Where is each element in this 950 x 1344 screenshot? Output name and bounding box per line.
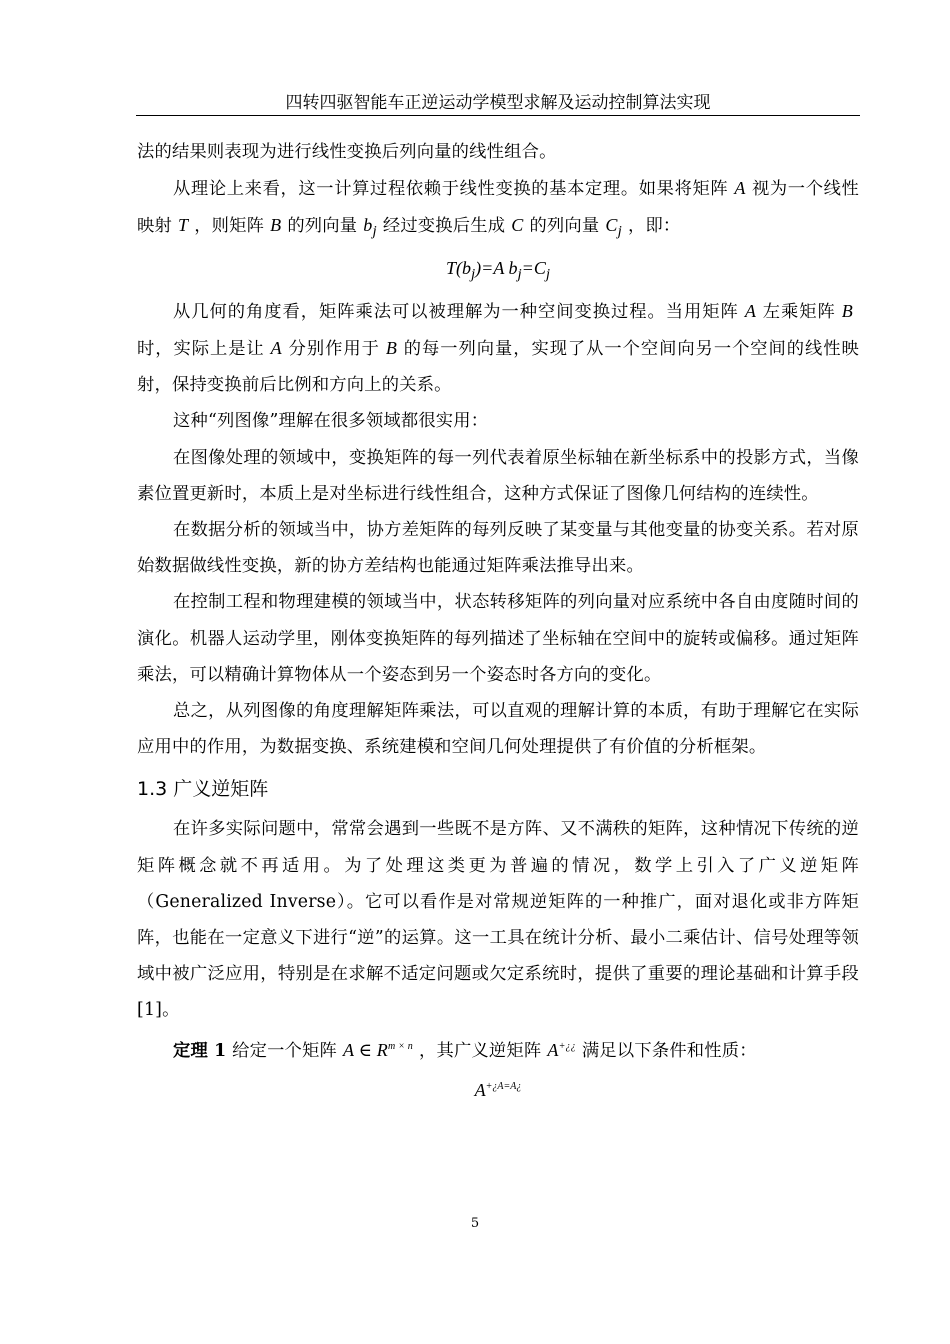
text-run: ，其广义逆矩阵	[418, 1040, 542, 1061]
text-run: ，则矩阵	[194, 216, 265, 237]
math-symbol: B	[841, 300, 853, 321]
text-run: 的每一列向量，实现了从一个空间向另一个空间的线性映射，保持变换前后比例和方向上的关系。	[137, 339, 859, 396]
text-run: ，即：	[627, 216, 681, 237]
text-run: 视为一个线性映射	[137, 179, 859, 237]
theorem-1	[137, 1029, 859, 1069]
running-header: 四转四驱智能车正逆运动学模型求解及运动控制算法实现	[285, 93, 711, 113]
equation-1: $T(b_j)=A$ $b_j=C_j$	[445, 258, 550, 283]
math-symbol: A	[744, 300, 757, 321]
paragraph-image-processing: 在图像处理的领域中，变换矩阵的每一列代表着原坐标轴在新坐标系中的投影方式，当像素位置更新时，本质上是对坐标进行线性组合，这种方式保证了图像几何结构的连续性。	[137, 447, 859, 504]
math-subscript: j	[372, 224, 377, 240]
math-subscript: j	[471, 266, 476, 283]
math-symbol	[357, 215, 383, 240]
equation-2	[137, 1069, 859, 1108]
math-symbol: A	[270, 338, 282, 358]
paragraph-data-analysis: 在数据分析的领域当中，协方差矩阵的每列反映了某变量与其他变量的协变关系。若对原始数据做线性变换，新的协方差结构也能通过矩阵乘法推导出来。	[137, 520, 859, 577]
math-base: C	[605, 215, 618, 236]
math-symbol: B	[270, 215, 282, 236]
math-superscript: +¿A=A¿	[485, 1080, 522, 1092]
math-base: b	[363, 215, 373, 236]
text-run: 左乘矩阵	[762, 301, 836, 322]
math-subscript: j	[517, 266, 522, 283]
math-symbol	[337, 1040, 419, 1060]
math-base: b	[462, 258, 471, 279]
text-run: 时，实际上是让	[137, 339, 265, 359]
paragraph-control-engineering: 在控制工程和物理建模的领域当中，状态转移矩阵的列向量对应系统中各自由度随时间的演化。机器人运动学里，刚体变换矩阵的每列描述了坐标轴在空间中的旋转或偏移。通过矩阵乘法，可以精确计算物体从一个姿态到另一个姿态时各方向的变化。	[137, 592, 859, 685]
theorem-label: 定理 1	[173, 1040, 227, 1061]
math-symbol: B	[385, 338, 398, 358]
text-run: 的列向量	[287, 216, 358, 237]
text-run: 给定一个矩阵	[232, 1040, 337, 1061]
paragraph-linear-transform	[137, 170, 859, 250]
page-number: 5	[470, 1216, 480, 1231]
paragraph-continued: 法的结果则表现为进行线性变换后列向量的线性组合。	[137, 142, 557, 162]
text-run: 从理论上来看，这一计算过程依赖于线性变换的基本定理。如果将矩阵	[173, 179, 729, 200]
paragraph-column-image: 这种“列图像”理解在很多领域都很实用：	[173, 411, 489, 432]
text-run: 从几何的角度看，矩阵乘法可以被理解为一种空间变换过程。当用矩阵	[173, 301, 739, 322]
header-rule	[136, 115, 860, 116]
paragraph-generalized-inverse: 在许多实际问题中，常常会遇到一些既不是方阵、又不满秩的矩阵，这种情况下传统的逆矩阵概念就不再适用。为了处理这类更为普遍的情况，数学上引入了广义逆矩阵（Generalized Inverse）。它可以看作是对常规逆矩阵的一种推广，面对退化或非方阵矩阵，也能在一定意义下进行“逆”的运算。这一工具在统计分析、最小二乘估计、信号处理等领域中被广泛应用，特别是在求解不适定问题或欠定系统时，提供了重要的理论基础和计算手段[1]。	[137, 819, 859, 1021]
paragraph-geometric-view	[137, 293, 859, 404]
math-subscript: j	[617, 224, 622, 240]
math-symbol	[599, 215, 628, 240]
text-run: 分别作用于	[287, 339, 380, 359]
math-base: A	[474, 1079, 486, 1100]
math-base: A ∈ R	[343, 1039, 388, 1060]
paragraph-summary: 总之，从列图像的角度理解矩阵乘法，可以直观的理解计算的本质，有助于理解它在实际应用中的作用，为数据变换、系统建模和空间几何处理提供了有价值的分析框架。	[137, 701, 859, 758]
math-superscript: +¿¿	[558, 1040, 576, 1052]
section-heading: 1.3 广义逆矩阵	[137, 778, 269, 801]
math-subscript: j	[545, 266, 550, 283]
math-symbol: T	[177, 215, 189, 236]
text-run: 满足以下条件和性质：	[581, 1040, 757, 1061]
math-symbol	[541, 1040, 582, 1060]
math-symbol: C	[511, 215, 524, 236]
text-run: 经过变换后生成	[382, 216, 506, 237]
text-run: 的列向量	[529, 216, 600, 237]
math-base: A	[547, 1039, 559, 1060]
math-superscript: m × n	[388, 1040, 413, 1052]
math-base: =C	[521, 258, 546, 279]
math-base: =A b	[481, 258, 518, 279]
body-text	[137, 134, 859, 1108]
math-symbol: A	[734, 178, 746, 199]
math-base: T	[445, 258, 456, 279]
